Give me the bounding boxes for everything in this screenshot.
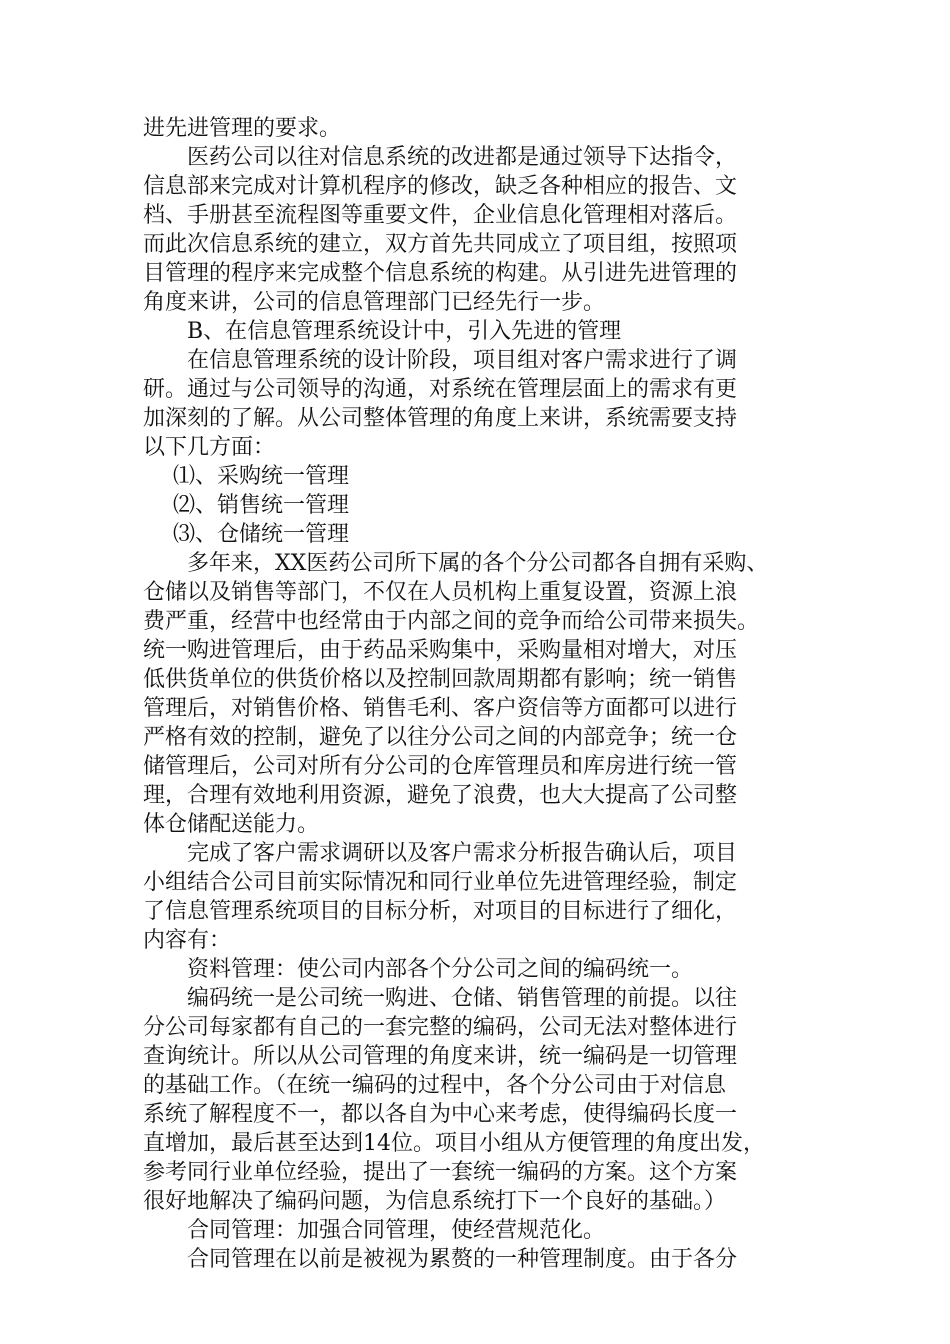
- text-line: 很好地解决了编码问题，为信息系统打下一个良好的基础。）: [143, 1189, 727, 1214]
- text-line: 统一购进管理后，由于药品采购集中，采购量相对增大，对压: [143, 638, 738, 663]
- text-line: 而此次信息系统的建立，双方首先共同成立了项目组，按照项: [143, 232, 738, 257]
- text-line: 完成了客户需求调研以及客户需求分析报告确认后，项目: [187, 841, 738, 866]
- text-line: 小组结合公司目前实际情况和同行业单位先进管理经验，制定: [143, 870, 738, 895]
- text-line: 查询统计。所以从公司管理的角度来讲，统一编码是一切管理: [143, 1044, 738, 1069]
- text-line: 的基础工作。（在统一编码的过程中，各个分公司由于对信息: [143, 1073, 727, 1098]
- text-line: 资料管理：使公司内部各个分公司之间的编码统一。: [187, 957, 694, 982]
- text-line: 编码统一是公司统一购进、仓储、销售管理的前提。以往: [187, 986, 738, 1011]
- text-line: 内容有：: [143, 928, 232, 953]
- text-line: 理，合理有效地利用资源，避免了浪费，也大大提高了公司整: [143, 783, 738, 808]
- text-line: 仓储以及销售等部门，不仅在人员机构上重复设置，资源上浪: [143, 580, 738, 605]
- text-line: 信息部来完成对计算机程序的修改，缺乏各种相应的报告、文: [143, 174, 738, 199]
- text-line: 储管理后，公司对所有分公司的仓库管理员和库房进行统一管: [143, 754, 738, 779]
- text-line: 参考同行业单位经验，提出了一套统一编码的方案。这个方案: [143, 1160, 738, 1185]
- list-item: ⑴、采购统一管理: [173, 464, 350, 489]
- text-line: 多年来，XX医药公司所下属的各个分公司都各自拥有采购、: [187, 551, 769, 576]
- text-line: 角度来讲，公司的信息管理部门已经先行一步。: [143, 290, 606, 315]
- document-body: [143, 114, 823, 1274]
- text-line: 研。通过与公司领导的沟通，对系统在管理层面上的需求有更: [143, 377, 738, 402]
- list-item: ⑵、销售统一管理: [173, 493, 350, 518]
- text-line: 了信息管理系统项目的目标分析，对项目的目标进行了细化，: [143, 899, 738, 924]
- text-line: 进先进管理的要求。: [143, 116, 342, 141]
- text-line: 低供货单位的供货价格以及控制回款周期都有影响；统一销售: [143, 667, 738, 692]
- text-line: 管理后，对销售价格、销售毛利、客户资信等方面都可以进行: [143, 696, 738, 721]
- section-heading: B、在信息管理系统设计中，引入先进的管理: [187, 319, 622, 344]
- text-line: 合同管理在以前是被视为累赘的一种管理制度。由于各分: [187, 1247, 738, 1272]
- text-line: 体仓储配送能力。: [143, 812, 320, 837]
- text-line: 在信息管理系统的设计阶段，项目组对客户需求进行了调: [187, 348, 738, 373]
- text-line: 直增加，最后甚至达到14位。项目小组从方便管理的角度出发，: [143, 1131, 765, 1156]
- text-line: 加深刻的了解。从公司整体管理的角度上来讲，系统需要支持: [143, 406, 738, 431]
- text-line: 档、手册甚至流程图等重要文件，企业信息化管理相对落后。: [143, 203, 738, 228]
- text-line: 合同管理：加强合同管理，使经营规范化。: [187, 1218, 606, 1243]
- text-line: 费严重，经营中也经常由于内部之间的竞争而给公司带来损失。: [143, 609, 760, 634]
- list-item: ⑶、仓储统一管理: [173, 522, 350, 547]
- text-line: 以下几方面：: [143, 435, 276, 460]
- text-line: 系统了解程度不一，都以各自为中心来考虑，使得编码长度一: [143, 1102, 738, 1127]
- text-line: 目管理的程序来完成整个信息系统的构建。从引进先进管理的: [143, 261, 738, 286]
- text-line: 分公司每家都有自己的一套完整的编码，公司无法对整体进行: [143, 1015, 738, 1040]
- text-line: 严格有效的控制，避免了以往分公司之间的内部竞争；统一仓: [143, 725, 738, 750]
- text-line: 医药公司以往对信息系统的改进都是通过领导下达指令，: [187, 145, 738, 170]
